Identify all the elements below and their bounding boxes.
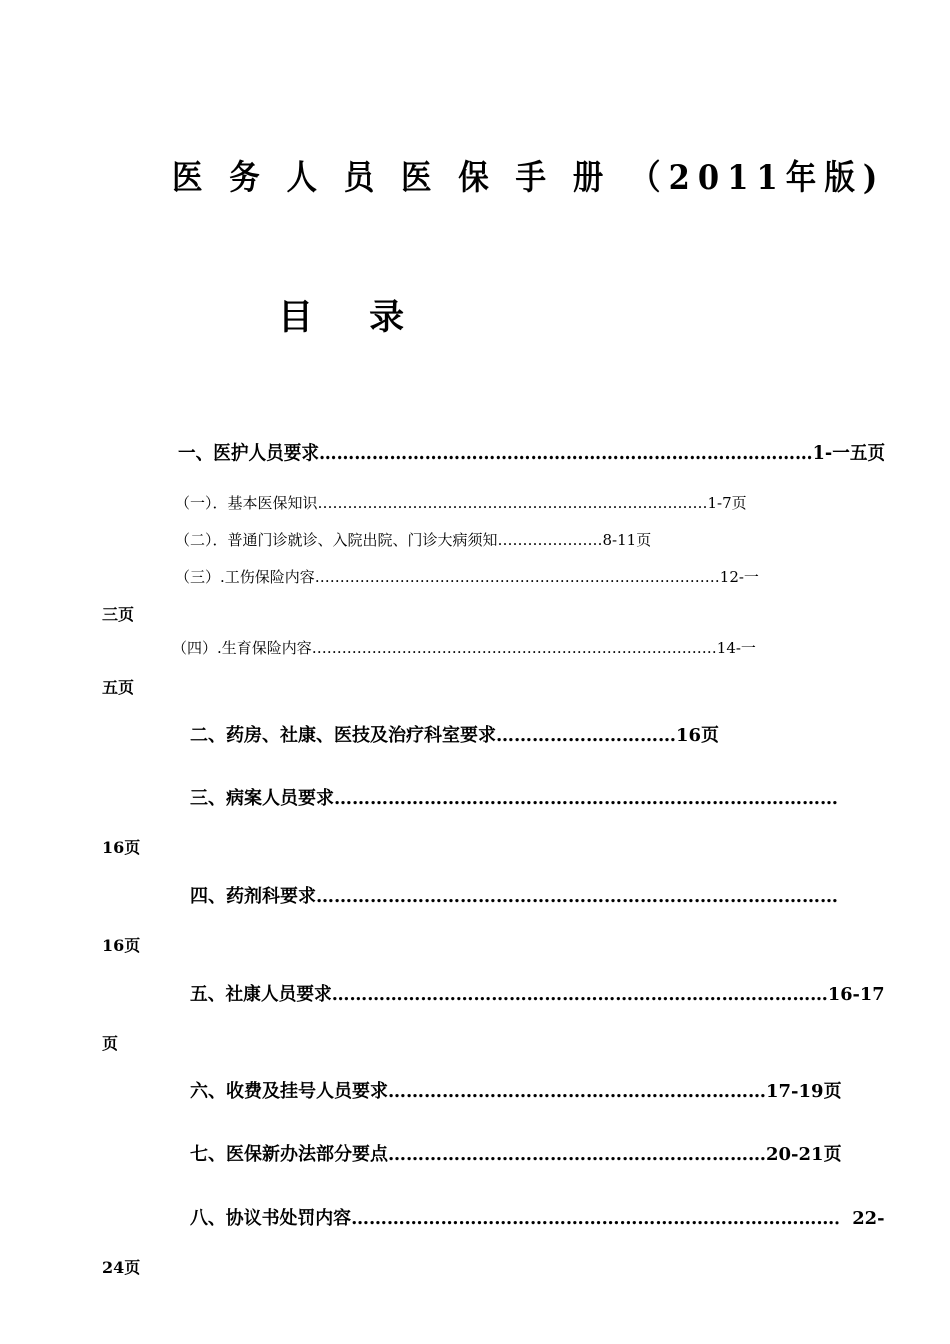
toc-entry-8-page: 24页 xyxy=(102,1258,141,1277)
toc-entry-6: 六、收费及挂号人员要求………………………………………………………17-19页 xyxy=(190,1081,842,1102)
toc-entry-1-2: （二）．普通门诊就诊、入院出院、门诊大病须知…………………8-11页 xyxy=(175,531,652,549)
toc-entry-1: 一、医护人员要求…………………………………………………………………………1-一五页 xyxy=(178,442,886,464)
toc-entry-1-3-page: 三页 xyxy=(102,605,135,624)
toc-entry-3-page: 16页 xyxy=(102,838,141,857)
toc-entry-3: 三、病案人员要求………………………………………………………………………… xyxy=(190,788,838,809)
toc-entry-1-3: （三）.工伤保险内容………………………………………………………………………12-一 xyxy=(175,568,759,586)
toc-entry-8: 八、协议书处罚内容………………………………………………………………………．22- xyxy=(190,1208,885,1229)
toc-entry-1-1: （一）．基本医保知识……………………………………………………………………1-7页 xyxy=(175,494,747,512)
toc-heading: 目 录 xyxy=(278,297,427,338)
toc-entry-2: 二、药房、社康、医技及治疗科室要求…………………………16页 xyxy=(190,725,720,746)
toc-entry-7: 七、医保新办法部分要点………………………………………………………20-21页 xyxy=(190,1144,842,1165)
toc-entry-1-4-page: 五页 xyxy=(102,678,135,697)
toc-entry-5-page: 页 xyxy=(102,1034,119,1053)
toc-entry-4-page: 16页 xyxy=(102,936,141,955)
toc-entry-4: 四、药剂科要求…………………………………………………………………………… xyxy=(190,886,838,907)
document-title: 医 务 人 员 医 保 手 册 （2011年版) xyxy=(172,158,886,198)
toc-entry-1-4: （四）.生育保险内容………………………………………………………………………14-一 xyxy=(172,639,756,657)
toc-entry-5: 五、社康人员要求…………………………………………………………………………16-17 xyxy=(190,984,885,1005)
